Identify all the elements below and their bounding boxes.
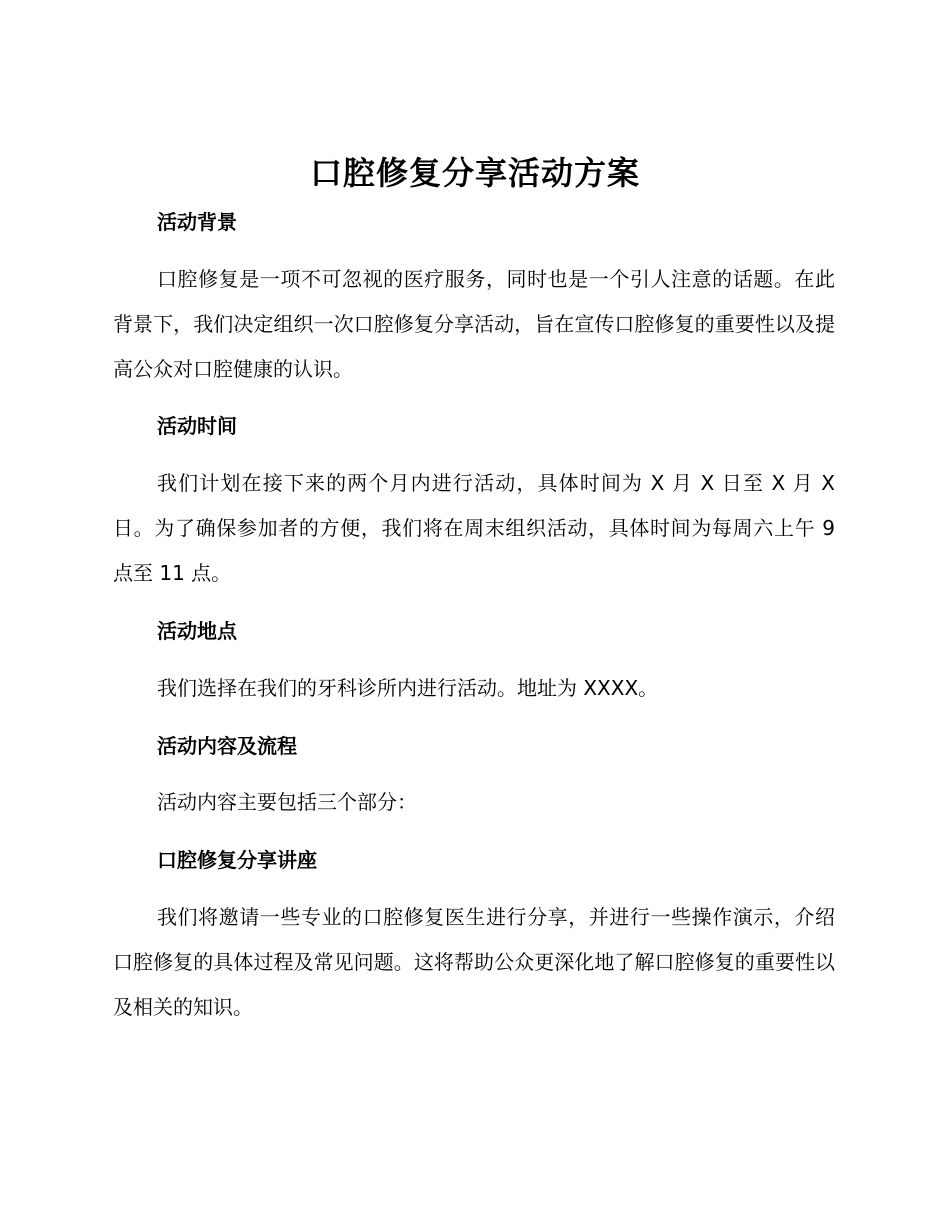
- paragraph-location: 我们选择在我们的牙科诊所内进行活动。地址为 XXXX。: [157, 676, 659, 700]
- section-heading-location: 活动地点: [157, 619, 237, 643]
- paragraph-content: 活动内容主要包括三个部分：: [157, 790, 417, 814]
- paragraph-lecture: 我们将邀请一些专业的口腔修复医生进行分享，并进行一些操作演示，介绍口腔修复的具体过程及常见问题。这将帮助公众更深化地了解口腔修复的重要性以及相关的知识。: [113, 905, 835, 1019]
- section-heading-lecture: 口腔修复分享讲座: [157, 848, 317, 872]
- page-title: 口腔修复分享活动方案: [309, 154, 640, 192]
- paragraph-background: 口腔修复是一项不可忽视的医疗服务，同时也是一个引人注意的话题。在此背景下，我们决定组织一次口腔修复分享活动，旨在宣传口腔修复的重要性以及提高公众对口腔健康的认识。: [113, 267, 835, 381]
- section-heading-content: 活动内容及流程: [157, 734, 297, 758]
- paragraph-time: 我们计划在接下来的两个月内进行活动，具体时间为 X 月 X 日至 X 月 X 日。为了确保参加者的方便，我们将在周末组织活动，具体时间为每周六上午 9 点至 11 点。: [113, 471, 835, 585]
- section-heading-time: 活动时间: [157, 414, 237, 438]
- section-heading-background: 活动背景: [157, 210, 237, 234]
